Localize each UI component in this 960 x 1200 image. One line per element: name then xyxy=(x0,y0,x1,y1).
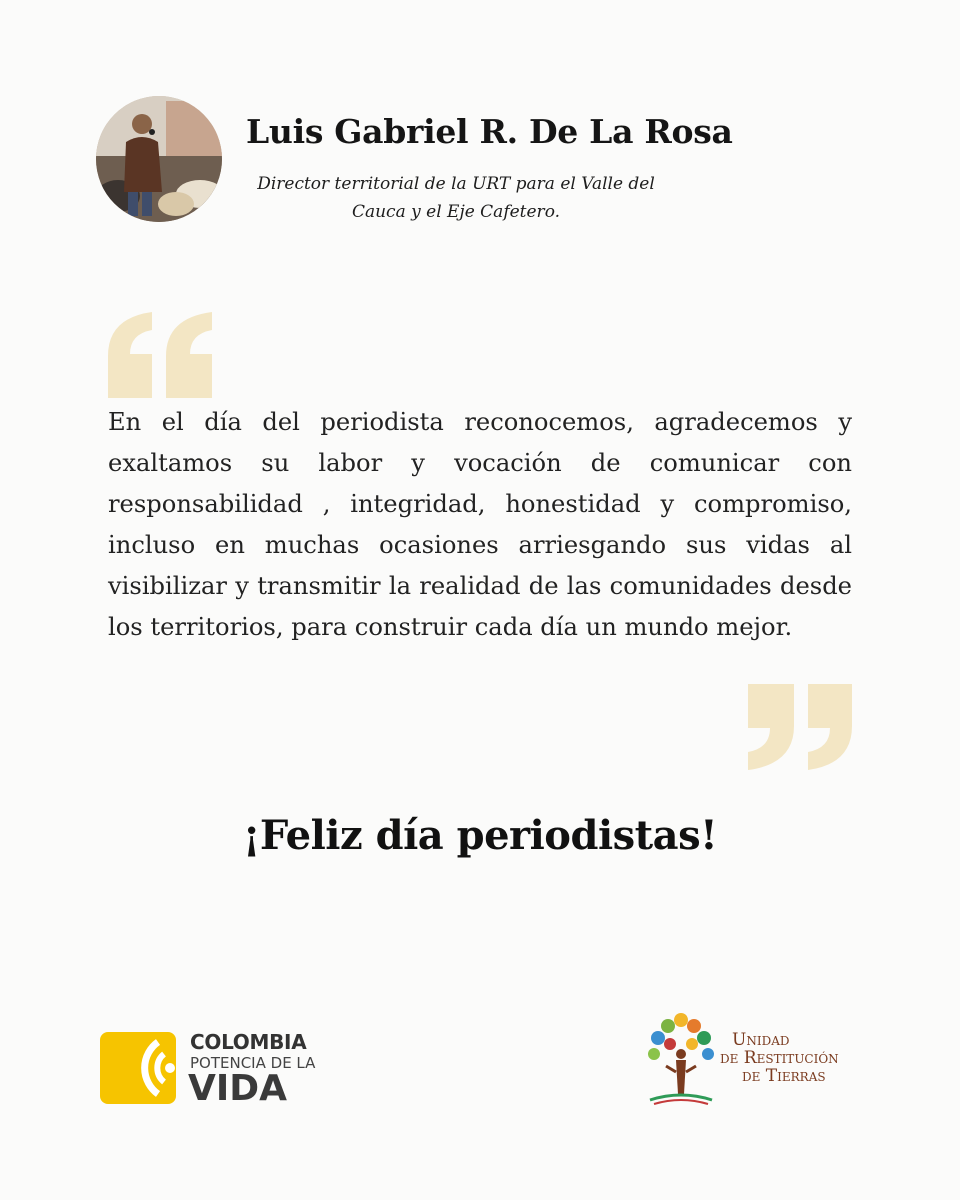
urt-logo-line3: de Tierras xyxy=(742,1066,826,1086)
colombia-signal-icon xyxy=(100,1032,176,1104)
urt-logo xyxy=(646,1010,866,1110)
author-avatar xyxy=(96,96,222,222)
urt-logo-line2: de Restitución xyxy=(720,1048,839,1068)
greeting-title: ¡Feliz día periodistas! xyxy=(242,812,718,859)
colombia-potencia-logo xyxy=(100,1030,320,1109)
urt-logo-line1: Unidad xyxy=(732,1030,790,1050)
open-quote-icon xyxy=(106,312,216,398)
quote-text: En el día del periodista reconocemos, agradecemos y exaltamos su labor y vocación de comunicar con responsabilidad , integridad, honestidad y compromiso, incluso en muchas ocasiones arriesgando sus vidas al visibilizar y transmitir la realidad de las comunidades desde los territorios, para construir cada día un mundo mejor. xyxy=(108,408,852,641)
speaker-photo-icon xyxy=(96,96,222,222)
author-role: Director territorial de la URT para el Valle del Cauca y el Eje Cafetero. xyxy=(257,174,655,222)
colombia-logo-line3: VIDA xyxy=(188,1068,287,1109)
colombia-logo-line2: POTENCIA DE LA xyxy=(190,1054,316,1072)
colombia-logo-line1: COLOMBIA xyxy=(190,1030,307,1054)
author-name: Luis Gabriel R. De La Rosa xyxy=(246,112,733,151)
close-quote-icon xyxy=(744,684,854,770)
tree-people-icon xyxy=(646,1010,716,1106)
